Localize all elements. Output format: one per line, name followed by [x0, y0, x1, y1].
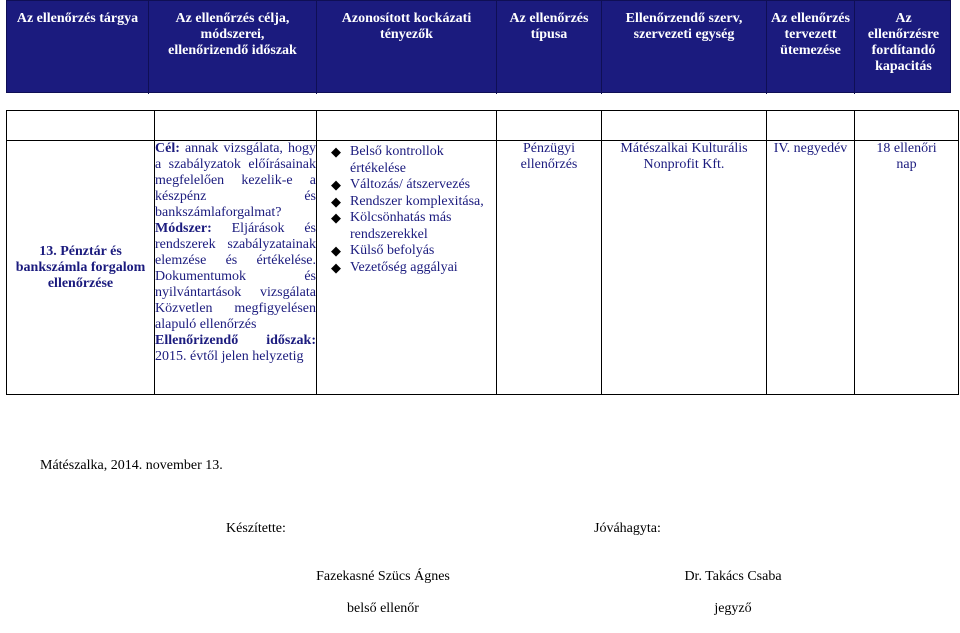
risk-text: Változás/ átszervezés [350, 177, 471, 192]
schedule-cell: IV. negyedév [767, 141, 855, 395]
list-item [317, 243, 490, 260]
risk-text: Kölcsönhatás más rendszerekkel [350, 210, 452, 242]
preparer-signature [283, 553, 483, 633]
preparer-name: Fazekasné Szücs Ágnes [316, 569, 450, 584]
approver-title: jegyző [714, 601, 752, 616]
header-capacity: Az ellenőrzésre fordítandó kapacitás [867, 11, 940, 74]
goal-method-cell [155, 141, 317, 395]
risk-text: Belső kontrollok értékelése [350, 144, 444, 176]
diamond-bullet-icon: ◆ [331, 210, 341, 225]
risks-cell [317, 141, 497, 395]
method-paragraph [155, 221, 316, 333]
preparer-title: belső ellenőr [347, 601, 419, 616]
subject-cell: 13. Pénztár és bankszámla forgalom ellenőrzése [7, 141, 155, 395]
list-item [317, 260, 490, 277]
risk-text: Vezetőség aggályai [350, 259, 458, 275]
method-label: Módszer: [155, 221, 212, 236]
goal-text: annak vizsgálata, hogy a szabályzatok előírásainak megfelelően kezelik-e a készpénz és bankszámlaforgalmat? [155, 141, 317, 220]
approver-signature [643, 553, 823, 633]
diamond-bullet-icon: ◆ [331, 193, 341, 209]
list-item [317, 194, 490, 211]
prepared-label: Készítette: [226, 521, 286, 536]
approved-label: Jóváhagyta: [594, 521, 661, 536]
table-row [7, 141, 959, 395]
list-item [317, 144, 490, 177]
diamond-bullet-icon: ◆ [331, 177, 341, 192]
risk-list [317, 144, 496, 276]
goal-label: Cél: [155, 141, 180, 156]
diamond-bullet-icon: ◆ [331, 259, 341, 275]
approver-name: Dr. Takács Csaba [684, 569, 782, 584]
header-organization: Ellenőrzendő szerv, szervezeti egység [602, 1, 767, 94]
header-goal: Az ellenőrzés célja, módszerei, ellenőrizendő időszak [149, 1, 317, 94]
type-cell: Pénzügyi ellenőrzés [497, 141, 602, 395]
diamond-bullet-icon: ◆ [331, 144, 341, 159]
header-risks: Azonosított kockázati tényezők [317, 1, 497, 94]
risk-text: Rendszer komplexitása, [350, 193, 484, 209]
header-schedule: Az ellenőrzés tervezett ütemezése [767, 1, 855, 94]
risk-text: Külső befolyás [350, 243, 435, 258]
spacer-row [7, 111, 959, 141]
table-header [6, 0, 951, 93]
diamond-bullet-icon: ◆ [331, 243, 341, 258]
method-text: Eljárások és rendszerek szabályzatainak elemzése és értékelése. Dokumentumok és nyilvántartások vizsgálata Közvetlen megfigyelésen alapuló ellenőrzés [155, 221, 317, 332]
period-label: Ellenőrizendő időszak: [155, 333, 316, 348]
place-date: Mátészalka, 2014. november 13. [40, 458, 223, 473]
goal-paragraph [155, 141, 316, 221]
period-paragraph [155, 333, 316, 365]
period-text: 2015. évtől jelen helyzetig [155, 349, 304, 364]
header-subject: Az ellenőrzés tárgya [7, 1, 149, 94]
list-item [317, 177, 490, 194]
plan-table [6, 110, 959, 395]
capacity-cell: 18 ellenőri nap [855, 141, 959, 395]
list-item [317, 210, 490, 243]
organization-cell: Mátészalkai Kulturális Nonprofit Kft. [602, 141, 767, 395]
header-type: Az ellenőrzés típusa [497, 1, 602, 94]
